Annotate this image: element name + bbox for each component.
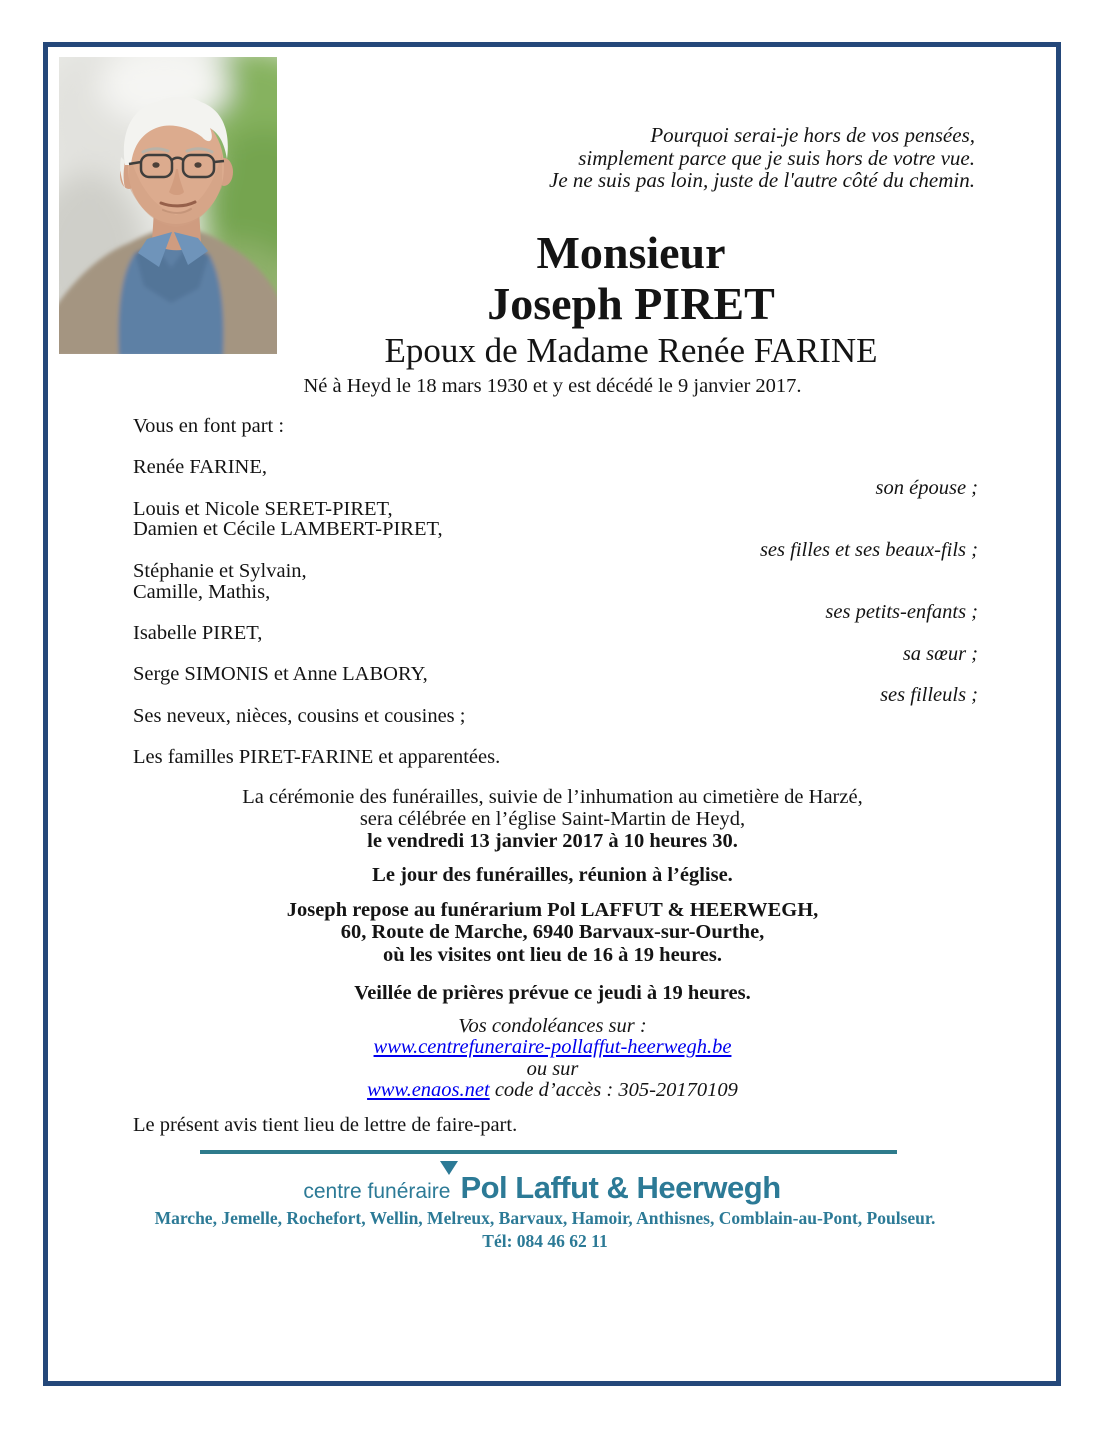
family-intro: Vous en font part : (133, 415, 285, 437)
deceased-title-block (201, 227, 1061, 373)
family-member: Ses neveux, nièces, cousins et cousines ; (133, 704, 466, 727)
memorial-quote (549, 124, 975, 192)
memorial-quote-line: simplement parce que je suis hors de votre vue. (578, 145, 975, 170)
family-member: Louis et Nicole SERET-PIRET, (133, 497, 393, 520)
branch-cities: Marche, Jemelle, Rochefort, Wellin, Melreux, Barvaux, Hamoir, Anthisnes, Comblain-au-Pont, Poulseur. (154, 1208, 936, 1228)
footer-divider-rule (200, 1150, 897, 1154)
reunion-note: Le jour des funérailles, réunion à l’église. (372, 864, 733, 886)
ceremony-line: sera célébrée en l’église Saint-Martin de Heyd, (359, 808, 746, 830)
blank-line (133, 726, 978, 747)
memorial-quote-line: Je ne suis pas loin, juste de l'autre côté du chemin. (549, 168, 975, 192)
family-role: sa sœur ; (902, 642, 978, 665)
enaos-website-link[interactable]: www.enaos.net (367, 1078, 490, 1101)
enaos-row (0, 1080, 1105, 1101)
family-member: Renée FARINE, (133, 456, 267, 479)
condolences-block (0, 1016, 1105, 1101)
faire-part-notice: Le présent avis tient lieu de lettre de faire-part. (133, 1114, 518, 1136)
family-role: son épouse ; (875, 477, 978, 500)
family-announcement-list (133, 416, 978, 768)
visiting-hours: où les visites ont lieu de 16 à 19 heures. (382, 943, 723, 966)
funerarium-details (0, 899, 1105, 966)
family-role: ses filles et ses beaux-fils ; (759, 539, 978, 562)
phone-number: Tél: 084 46 62 11 (482, 1231, 608, 1251)
deceased-salutation: Monsieur (536, 227, 726, 278)
family-member: Les familles PIRET-FARINE et apparentées. (133, 746, 501, 768)
vigil-note: Veillée de prières prévue ce jeudi à 19 heures. (354, 982, 751, 1004)
condolences-or: ou sur (526, 1057, 579, 1080)
funerarium-address: 60, Route de Marche, 6940 Barvaux-sur-Ourthe, (340, 921, 765, 944)
blank-line (133, 437, 978, 458)
family-member: Damien et Cécile LAMBERT-PIRET, (133, 518, 443, 541)
access-code: code d’accès : 305-20170109 (489, 1078, 738, 1101)
ceremony-details (0, 786, 1105, 852)
life-dates: Né à Heyd le 18 mars 1930 et y est décédé le 9 janvier 2017. (303, 375, 802, 397)
ceremony-line: La cérémonie des funérailles, suivie de l’inhumation au cimetière de Harzé, (242, 786, 863, 808)
deceased-relation: Epoux de Madame Renée FARINE (384, 331, 878, 370)
funeral-home-brand (0, 1170, 1084, 1206)
condolences-intro: Vos condoléances sur : (458, 1015, 647, 1037)
family-role: ses filleuls ; (880, 683, 978, 706)
family-member: Isabelle PIRET, (133, 621, 263, 644)
family-member: Stéphanie et Sylvain, (133, 559, 307, 582)
condolences-link-row (0, 1037, 1105, 1058)
deceased-name: Joseph PIRET (487, 278, 775, 329)
family-role: ses petits-enfants ; (825, 601, 978, 624)
ceremony-datetime: le vendredi 13 janvier 2017 à 10 heures 30. (367, 830, 738, 852)
family-member: Camille, Mathis, (133, 580, 271, 603)
funeral-home-website-link[interactable]: www.centrefuneraire-pollaffut-heerwegh.be (373, 1036, 732, 1059)
memorial-quote-line: Pourquoi serai-je hors de vos pensées, (650, 123, 975, 147)
brand-prefix: centre funéraire (303, 1180, 451, 1203)
funerarium-line: Joseph repose au funérarium Pol LAFFUT & HEERWEGH, (286, 899, 819, 921)
family-member: Serge SIMONIS et Anne LABORY, (133, 663, 428, 686)
brand-name: Pol Laffut & Heerwegh (460, 1170, 781, 1205)
